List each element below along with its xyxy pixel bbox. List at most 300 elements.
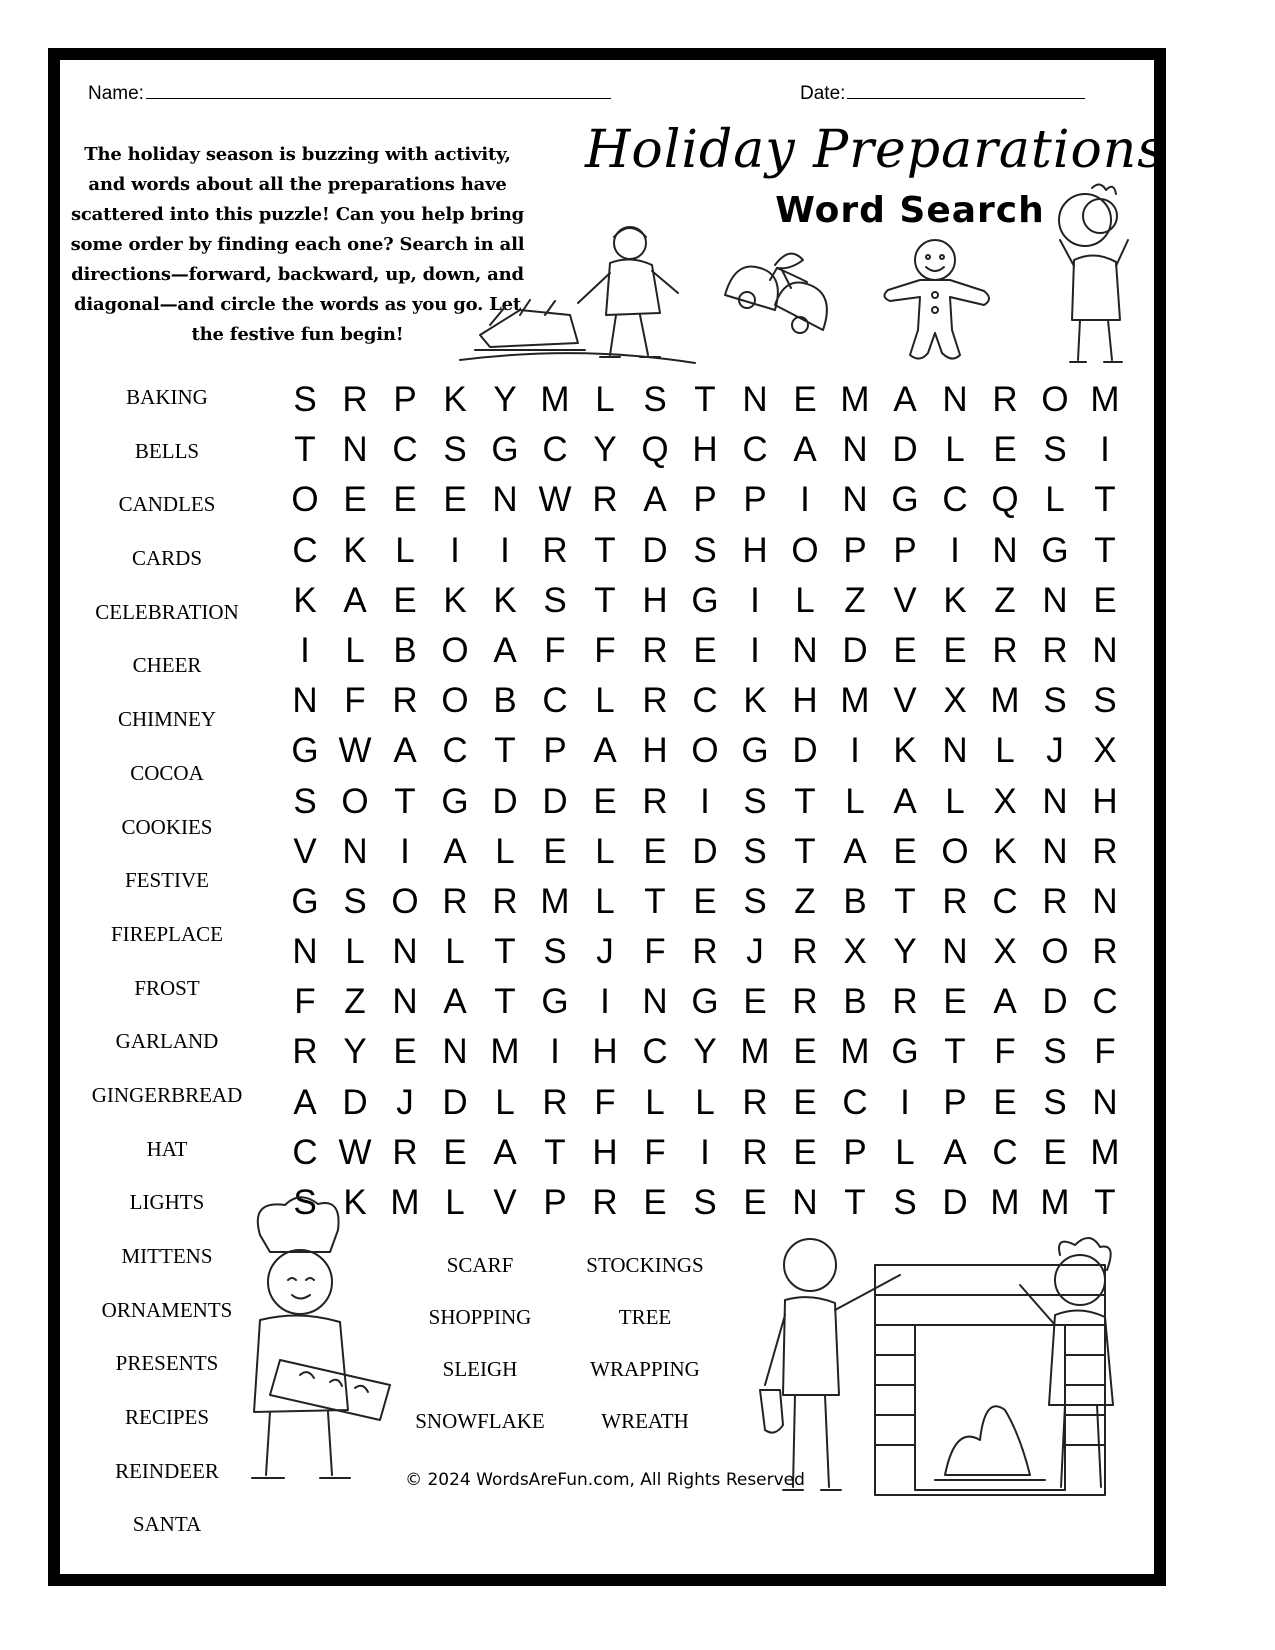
grid-letter[interactable]: A — [593, 731, 617, 771]
grid-letter[interactable]: D — [892, 430, 918, 470]
grid-letter[interactable]: R — [992, 630, 1018, 670]
grid-letter[interactable]: C — [642, 1032, 668, 1072]
grid-letter[interactable]: I — [700, 781, 710, 821]
grid-letter[interactable]: K — [993, 831, 1017, 871]
grid-letter[interactable]: W — [538, 480, 572, 520]
grid-letter[interactable]: L — [345, 630, 365, 670]
grid-letter[interactable]: G — [291, 881, 319, 921]
grid-letter[interactable]: N — [942, 932, 968, 972]
grid-letter[interactable]: K — [743, 681, 767, 721]
grid-letter[interactable]: E — [543, 831, 567, 871]
grid-letter[interactable]: M — [840, 1032, 870, 1072]
grid-letter[interactable]: D — [442, 1082, 468, 1122]
grid-letter[interactable]: F — [994, 1032, 1016, 1072]
grid-letter[interactable]: J — [596, 932, 614, 972]
grid-letter[interactable]: T — [944, 1032, 966, 1072]
grid-letter[interactable]: S — [1043, 681, 1067, 721]
grid-letter[interactable]: F — [644, 1132, 666, 1172]
grid-letter[interactable]: J — [396, 1082, 414, 1122]
grid-letter[interactable]: E — [993, 1082, 1017, 1122]
grid-letter[interactable]: X — [1093, 731, 1117, 771]
grid-letter[interactable]: O — [691, 731, 719, 771]
grid-letter[interactable]: M — [1040, 1183, 1070, 1222]
grid-letter[interactable]: C — [442, 731, 468, 771]
grid-letter[interactable]: A — [293, 1082, 317, 1122]
grid-letter[interactable]: E — [593, 781, 617, 821]
grid-letter[interactable]: A — [443, 982, 467, 1022]
grid-letter[interactable]: T — [394, 781, 416, 821]
grid-letter[interactable]: E — [343, 480, 367, 520]
grid-letter[interactable]: S — [1093, 681, 1117, 721]
grid-letter[interactable]: B — [493, 681, 517, 721]
grid-letter[interactable]: B — [843, 982, 867, 1022]
grid-letter[interactable]: S — [293, 781, 317, 821]
grid-letter[interactable]: I — [800, 480, 810, 520]
grid-letter[interactable]: M — [540, 881, 570, 921]
grid-letter[interactable]: O — [1041, 932, 1069, 972]
grid-letter[interactable]: N — [392, 932, 418, 972]
grid-letter[interactable]: M — [1090, 1132, 1120, 1172]
grid-letter[interactable]: Y — [493, 380, 517, 419]
grid-letter[interactable]: B — [393, 630, 417, 670]
grid-letter[interactable]: I — [700, 1132, 710, 1172]
grid-letter[interactable]: D — [642, 530, 668, 570]
grid-letter[interactable]: E — [693, 881, 717, 921]
grid-letter[interactable]: M — [1090, 380, 1120, 419]
word-list-item: CHEER — [132, 653, 202, 678]
grid-letter[interactable]: Z — [344, 982, 366, 1022]
grid-letter[interactable]: E — [443, 1132, 467, 1172]
grid-letter[interactable]: N — [942, 380, 968, 419]
grid-letter[interactable]: L — [445, 1183, 465, 1222]
grid-letter[interactable]: N — [392, 982, 418, 1022]
grid-letter[interactable]: N — [842, 480, 868, 520]
grid-letter[interactable]: G — [691, 580, 719, 620]
grid-letter[interactable]: L — [345, 932, 365, 972]
grid-letter[interactable]: N — [642, 982, 668, 1022]
grid-letter[interactable]: L — [395, 530, 415, 570]
grid-letter[interactable]: V — [493, 1183, 517, 1222]
grid-letter[interactable]: W — [338, 1132, 372, 1172]
grid-letter[interactable]: R — [392, 681, 418, 721]
grid-letter[interactable]: R — [1042, 630, 1068, 670]
grid-letter[interactable]: R — [892, 982, 918, 1022]
grid-letter[interactable]: C — [1092, 982, 1118, 1022]
grid-letter[interactable]: G — [541, 982, 569, 1022]
grid-letter[interactable]: K — [293, 580, 317, 620]
grid-letter[interactable]: R — [792, 932, 818, 972]
grid-letter[interactable]: I — [450, 530, 460, 570]
grid-letter[interactable]: J — [1046, 731, 1064, 771]
grid-letter[interactable]: I — [750, 580, 760, 620]
grid-letter[interactable]: H — [642, 731, 668, 771]
grid-letter[interactable]: T — [844, 1183, 866, 1222]
grid-letter[interactable]: C — [292, 530, 318, 570]
word-list-item: SHOPPING — [428, 1305, 532, 1329]
grid-letter[interactable]: Y — [893, 932, 917, 972]
grid-letter[interactable]: X — [993, 781, 1017, 821]
grid-letter[interactable]: A — [843, 831, 867, 871]
grid-letter[interactable]: L — [595, 380, 615, 419]
grid-letter[interactable]: N — [1042, 781, 1068, 821]
grid-letter[interactable]: S — [693, 530, 717, 570]
grid-letter[interactable]: T — [594, 530, 616, 570]
grid-letter[interactable]: Y — [343, 1032, 367, 1072]
grid-letter[interactable]: C — [292, 1132, 318, 1172]
grid-letter[interactable]: S — [743, 831, 767, 871]
grid-letter[interactable]: N — [1092, 881, 1118, 921]
grid-letter[interactable]: P — [543, 1183, 567, 1222]
grid-letter[interactable]: M — [490, 1032, 520, 1072]
grid-letter[interactable]: D — [792, 731, 818, 771]
grid-letter[interactable]: A — [893, 781, 917, 821]
grid-letter[interactable]: I — [550, 1032, 560, 1072]
grid-letter[interactable]: L — [695, 1082, 715, 1122]
grid-letter[interactable]: L — [445, 932, 465, 972]
grid-letter[interactable]: G — [291, 731, 319, 771]
date-line[interactable] — [847, 80, 1085, 99]
grid-letter[interactable]: C — [742, 430, 768, 470]
grid-letter[interactable]: A — [443, 831, 467, 871]
grid-letter[interactable]: O — [441, 630, 469, 670]
grid-letter[interactable]: D — [692, 831, 718, 871]
grid-letter[interactable]: G — [691, 982, 719, 1022]
grid-letter[interactable]: E — [443, 480, 467, 520]
grid-letter[interactable]: V — [893, 580, 917, 620]
grid-letter[interactable]: M — [990, 1183, 1020, 1222]
grid-letter[interactable]: S — [1043, 430, 1067, 470]
grid-letter[interactable]: C — [992, 1132, 1018, 1172]
grid-letter[interactable]: X — [993, 932, 1017, 972]
grid-letter[interactable]: L — [595, 831, 615, 871]
grid-letter[interactable]: I — [600, 982, 610, 1022]
grid-letter[interactable]: Z — [844, 580, 866, 620]
grid-letter[interactable]: R — [742, 1132, 768, 1172]
grid-letter[interactable]: O — [341, 781, 369, 821]
grid-letter[interactable]: J — [746, 932, 764, 972]
grid-letter[interactable]: N — [1092, 1082, 1118, 1122]
grid-letter[interactable]: K — [943, 580, 967, 620]
grid-letter[interactable]: N — [792, 630, 818, 670]
grid-letter[interactable]: O — [1041, 380, 1069, 419]
grid-letter[interactable]: E — [643, 1183, 667, 1222]
grid-letter[interactable]: E — [993, 430, 1017, 470]
grid-letter[interactable]: T — [594, 580, 616, 620]
name-line[interactable] — [146, 80, 611, 99]
grid-letter[interactable]: M — [740, 1032, 770, 1072]
grid-letter[interactable]: I — [500, 530, 510, 570]
grid-letter[interactable]: R — [792, 982, 818, 1022]
grid-letter[interactable]: R — [642, 681, 668, 721]
grid-letter[interactable]: L — [795, 580, 815, 620]
grid-letter[interactable]: E — [393, 480, 417, 520]
grid-letter[interactable]: R — [492, 881, 518, 921]
grid-letter[interactable]: S — [1043, 1082, 1067, 1122]
grid-letter[interactable]: N — [1042, 580, 1068, 620]
grid-letter[interactable]: N — [342, 430, 368, 470]
grid-letter[interactable]: H — [692, 430, 718, 470]
grid-letter[interactable]: P — [893, 530, 917, 570]
grid-letter[interactable]: L — [1045, 480, 1065, 520]
grid-letter[interactable]: D — [342, 1082, 368, 1122]
grid-letter[interactable]: R — [742, 1082, 768, 1122]
grid-letter[interactable]: E — [693, 630, 717, 670]
grid-letter[interactable]: P — [943, 1082, 967, 1122]
grid-letter[interactable]: N — [742, 380, 768, 419]
grid-letter[interactable]: H — [1092, 781, 1118, 821]
grid-letter[interactable]: N — [942, 731, 968, 771]
grid-letter[interactable]: T — [694, 380, 716, 419]
grid-letter[interactable]: S — [893, 1183, 917, 1222]
grid-letter[interactable]: E — [893, 831, 917, 871]
grid-letter[interactable]: E — [943, 630, 967, 670]
grid-letter[interactable]: T — [644, 881, 666, 921]
grid-letter[interactable]: T — [794, 781, 816, 821]
grid-letter[interactable]: K — [493, 580, 517, 620]
grid-letter[interactable]: N — [1092, 630, 1118, 670]
grid-letter[interactable]: T — [294, 430, 316, 470]
grid-letter[interactable]: D — [1042, 982, 1068, 1022]
grid-letter[interactable]: Y — [693, 1032, 717, 1072]
word-list-item: FIREPLACE — [110, 921, 223, 946]
grid-letter[interactable]: S — [643, 380, 667, 419]
grid-letter[interactable]: F — [544, 630, 566, 670]
grid-letter[interactable]: N — [1042, 831, 1068, 871]
grid-letter[interactable]: T — [894, 881, 916, 921]
grid-letter[interactable]: E — [1043, 1132, 1067, 1172]
grid-letter[interactable]: X — [943, 681, 967, 721]
grid-letter[interactable]: Q — [641, 430, 669, 470]
grid-letter[interactable]: S — [293, 1183, 317, 1222]
grid-letter[interactable]: R — [1092, 831, 1118, 871]
grid-letter[interactable]: R — [1092, 932, 1118, 972]
grid-letter[interactable]: V — [293, 831, 317, 871]
grid-letter[interactable]: S — [543, 580, 567, 620]
grid-letter[interactable]: I — [300, 630, 310, 670]
grid-letter[interactable]: N — [442, 1032, 468, 1072]
grid-letter[interactable]: A — [493, 1132, 517, 1172]
grid-letter[interactable]: X — [843, 932, 867, 972]
grid-letter[interactable]: C — [542, 681, 568, 721]
grid-letter[interactable]: A — [343, 580, 367, 620]
grid-letter[interactable]: M — [540, 380, 570, 419]
grid-letter[interactable]: T — [494, 731, 516, 771]
grid-letter[interactable]: M — [840, 380, 870, 419]
grid-letter[interactable]: T — [494, 982, 516, 1022]
grid-letter[interactable]: F — [594, 630, 616, 670]
grid-letter[interactable]: N — [292, 681, 318, 721]
grid-letter[interactable]: H — [592, 1132, 618, 1172]
grid-letter[interactable]: W — [338, 731, 372, 771]
grid-letter[interactable]: E — [793, 380, 817, 419]
grid-letter[interactable]: T — [794, 831, 816, 871]
grid-letter[interactable]: K — [343, 530, 367, 570]
grid-letter[interactable]: G — [1041, 530, 1069, 570]
grid-letter[interactable]: G — [891, 1032, 919, 1072]
grid-letter[interactable]: R — [592, 1183, 618, 1222]
grid-letter[interactable]: I — [850, 731, 860, 771]
grid-letter[interactable]: R — [292, 1032, 318, 1072]
grid-letter[interactable]: A — [943, 1132, 967, 1172]
grid-letter[interactable]: A — [793, 430, 817, 470]
grid-letter[interactable]: K — [343, 1183, 367, 1222]
grid-letter[interactable]: R — [642, 781, 668, 821]
grid-letter[interactable]: P — [743, 480, 767, 520]
grid-letter[interactable]: E — [793, 1132, 817, 1172]
grid-letter[interactable]: F — [644, 932, 666, 972]
grid-letter[interactable]: R — [642, 630, 668, 670]
grid-letter[interactable]: I — [950, 530, 960, 570]
word-list-item: PRESENTS — [115, 1351, 219, 1376]
grid-letter[interactable]: S — [293, 380, 317, 419]
grid-letter[interactable]: R — [592, 480, 618, 520]
grid-letter[interactable]: I — [750, 630, 760, 670]
grid-letter[interactable]: I — [1100, 430, 1110, 470]
grid-letter[interactable]: B — [843, 881, 867, 921]
grid-letter[interactable]: R — [992, 380, 1018, 419]
grid-letter[interactable]: Y — [593, 430, 617, 470]
grid-letter[interactable]: O — [441, 681, 469, 721]
grid-letter[interactable]: A — [493, 630, 517, 670]
grid-letter[interactable]: N — [492, 480, 518, 520]
grid-letter[interactable]: L — [895, 1132, 915, 1172]
grid-letter[interactable]: H — [592, 1032, 618, 1072]
grid-letter[interactable]: N — [342, 831, 368, 871]
grid-letter[interactable]: Q — [991, 480, 1019, 520]
grid-letter[interactable]: M — [840, 681, 870, 721]
grid-letter[interactable]: E — [943, 982, 967, 1022]
grid-letter[interactable]: S — [343, 881, 367, 921]
grid-letter[interactable]: T — [1094, 1183, 1116, 1222]
grid-letter[interactable]: L — [595, 881, 615, 921]
grid-letter[interactable]: L — [945, 781, 965, 821]
grid-letter[interactable]: P — [843, 530, 867, 570]
grid-letter[interactable]: K — [893, 731, 917, 771]
grid-letter[interactable]: S — [743, 881, 767, 921]
grid-letter[interactable]: K — [443, 580, 467, 620]
grid-letter[interactable]: R — [542, 1082, 568, 1122]
grid-letter[interactable]: R — [392, 1132, 418, 1172]
grid-letter[interactable]: Z — [994, 580, 1016, 620]
grid-letter[interactable]: A — [893, 380, 917, 419]
grid-letter[interactable]: C — [942, 480, 968, 520]
grid-letter[interactable]: D — [542, 781, 568, 821]
grid-letter[interactable]: E — [893, 630, 917, 670]
grid-letter[interactable]: T — [1094, 530, 1116, 570]
grid-letter[interactable]: F — [294, 982, 316, 1022]
grid-letter[interactable]: L — [995, 731, 1015, 771]
grid-letter[interactable]: D — [492, 781, 518, 821]
grid-letter[interactable]: O — [291, 480, 319, 520]
grid-letter[interactable]: P — [693, 480, 717, 520]
grid-letter[interactable]: R — [692, 932, 718, 972]
word-list-item: FESTIVE — [125, 868, 209, 893]
grid-letter[interactable]: T — [544, 1132, 566, 1172]
grid-letter[interactable]: E — [393, 1032, 417, 1072]
grid-letter[interactable]: E — [743, 982, 767, 1022]
grid-letter[interactable]: T — [1094, 480, 1116, 520]
grid-letter[interactable]: R — [1042, 881, 1068, 921]
grid-letter[interactable]: R — [942, 881, 968, 921]
grid-letter[interactable]: F — [1094, 1032, 1116, 1072]
date-field[interactable] — [800, 80, 1085, 105]
grid-letter[interactable]: L — [945, 430, 965, 470]
grid-letter[interactable]: R — [542, 530, 568, 570]
grid-letter[interactable]: S — [443, 430, 467, 470]
grid-letter[interactable]: S — [693, 1183, 717, 1222]
grid-letter[interactable]: R — [442, 881, 468, 921]
name-field[interactable] — [88, 80, 611, 105]
grid-letter[interactable]: C — [392, 430, 418, 470]
grid-letter[interactable]: R — [342, 380, 368, 419]
grid-letter[interactable]: O — [791, 530, 819, 570]
grid-letter[interactable]: E — [793, 1032, 817, 1072]
grid-letter[interactable]: A — [643, 480, 667, 520]
grid-letter[interactable]: E — [743, 1183, 767, 1222]
grid-letter[interactable]: N — [842, 430, 868, 470]
grid-letter[interactable]: I — [400, 831, 410, 871]
grid-letter[interactable]: G — [491, 430, 519, 470]
grid-letter[interactable]: A — [393, 731, 417, 771]
grid-letter[interactable]: L — [645, 1082, 665, 1122]
grid-letter[interactable]: H — [642, 580, 668, 620]
grid-letter[interactable]: S — [1043, 1032, 1067, 1072]
grid-letter[interactable]: M — [390, 1183, 420, 1222]
grid-letter[interactable]: Z — [794, 881, 816, 921]
grid-letter[interactable]: L — [495, 831, 515, 871]
grid-letter[interactable]: G — [741, 731, 769, 771]
grid-letter[interactable]: H — [792, 681, 818, 721]
grid-letter[interactable]: L — [845, 781, 865, 821]
grid-letter[interactable]: S — [743, 781, 767, 821]
grid-letter[interactable]: G — [891, 480, 919, 520]
grid-letter[interactable]: K — [443, 380, 467, 419]
grid-letter[interactable]: I — [900, 1082, 910, 1122]
grid-letter[interactable]: G — [441, 781, 469, 821]
word-list-item: SCARF — [446, 1253, 514, 1277]
grid-letter[interactable]: P — [843, 1132, 867, 1172]
grid-letter[interactable]: S — [543, 932, 567, 972]
grid-letter[interactable]: P — [543, 731, 567, 771]
grid-letter[interactable]: E — [1093, 580, 1117, 620]
name-label: Name: — [88, 83, 144, 104]
grid-letter[interactable]: A — [993, 982, 1017, 1022]
grid-letter[interactable]: V — [893, 681, 917, 721]
grid-letter[interactable]: C — [842, 1082, 868, 1122]
grid-letter[interactable]: C — [692, 681, 718, 721]
grid-letter[interactable]: C — [542, 430, 568, 470]
grid-letter[interactable]: L — [495, 1082, 515, 1122]
grid-letter[interactable]: O — [941, 831, 969, 871]
grid-letter[interactable]: N — [992, 530, 1018, 570]
grid-letter[interactable]: H — [742, 530, 768, 570]
grid-letter[interactable]: E — [393, 580, 417, 620]
grid-letter[interactable]: M — [990, 681, 1020, 721]
grid-letter[interactable]: F — [594, 1082, 616, 1122]
grid-letter[interactable]: D — [842, 630, 868, 670]
grid-letter[interactable]: E — [793, 1082, 817, 1122]
grid-letter[interactable]: D — [942, 1183, 968, 1222]
grid-letter[interactable]: L — [595, 681, 615, 721]
grid-letter[interactable]: T — [494, 932, 516, 972]
grid-letter[interactable]: P — [393, 380, 417, 419]
grid-letter[interactable]: O — [391, 881, 419, 921]
grid-letter[interactable]: N — [792, 1183, 818, 1222]
grid-letter[interactable]: C — [992, 881, 1018, 921]
grid-letter[interactable]: N — [292, 932, 318, 972]
grid-letter[interactable]: F — [344, 681, 366, 721]
grid-letter[interactable]: E — [643, 831, 667, 871]
